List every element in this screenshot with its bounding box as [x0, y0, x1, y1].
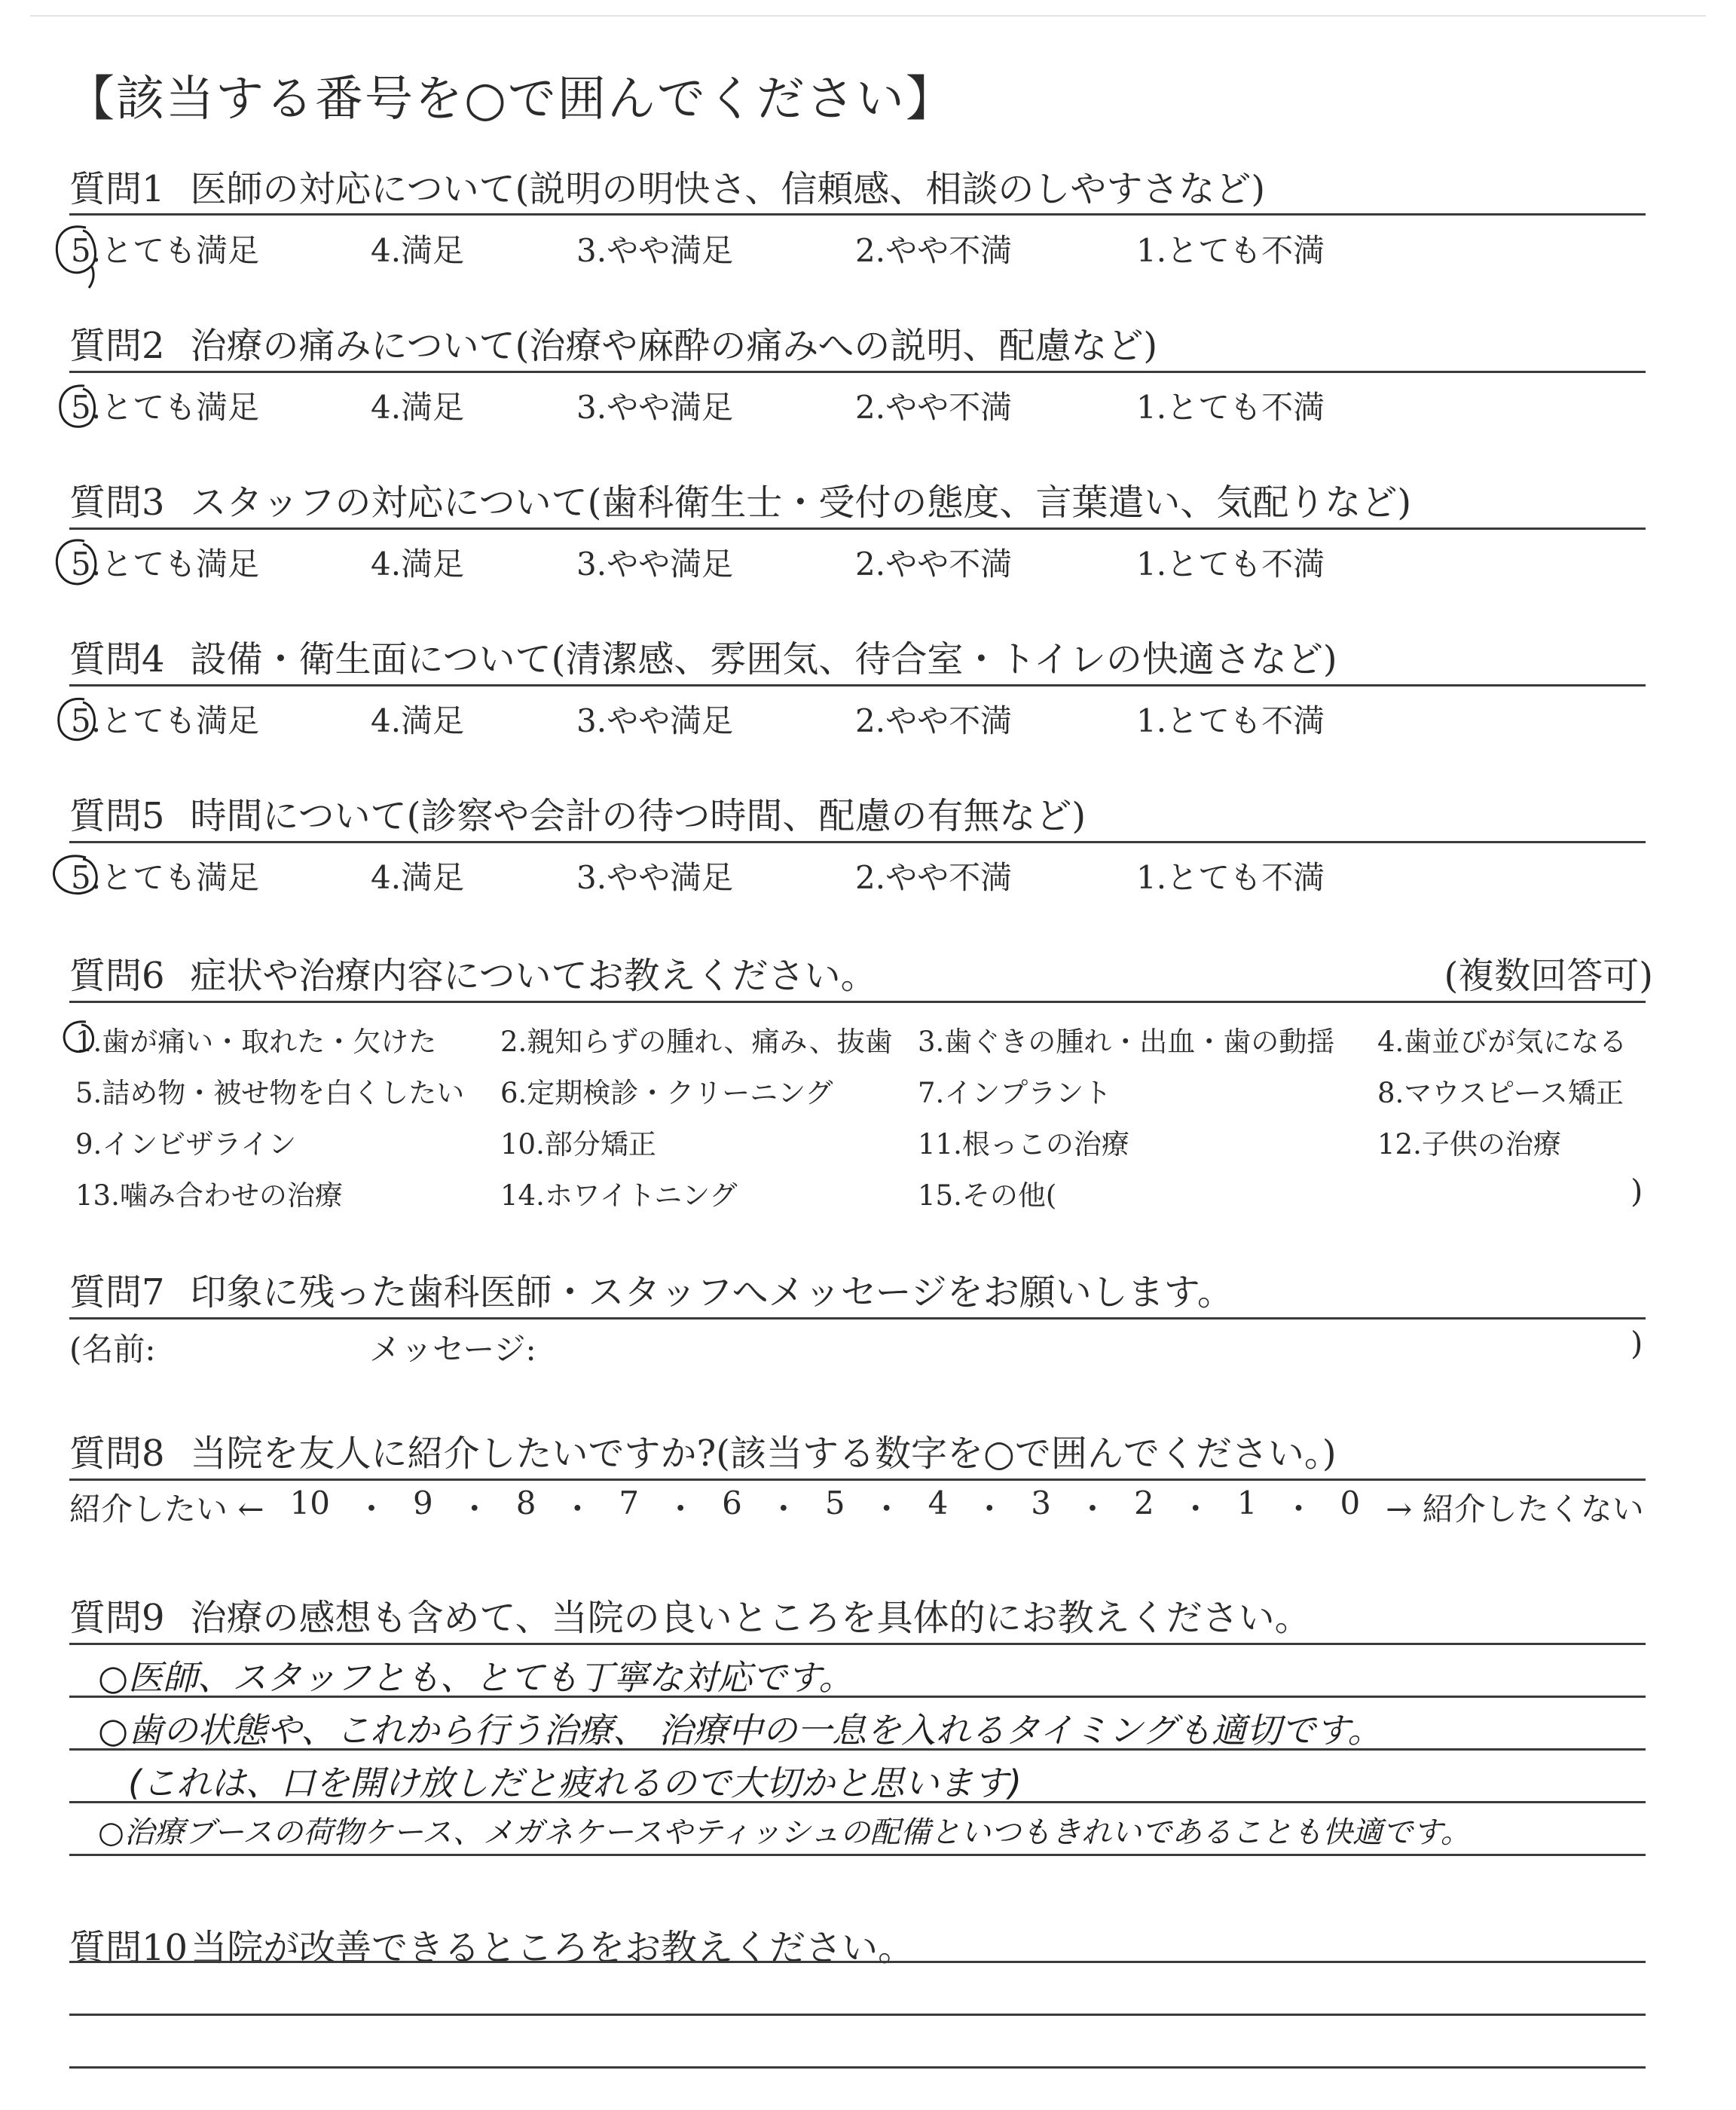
- q1-option-5[interactable]: 5.とても満足: [71, 232, 260, 269]
- q6-option-5[interactable]: 5.詰め物・被せ物を白くしたい: [75, 1077, 465, 1109]
- q8-score-2[interactable]: 2: [1134, 1485, 1154, 1521]
- question-2-rule: [69, 371, 1646, 373]
- q8-score-10[interactable]: 10: [289, 1485, 330, 1521]
- q6-other-close-paren: ): [1631, 1173, 1643, 1209]
- q1-option-2[interactable]: 2.やや不満: [855, 232, 1013, 269]
- question-1-title: [69, 160, 1265, 212]
- q2-option-3[interactable]: 3.やや満足: [576, 389, 734, 426]
- question-7-title: [69, 1263, 1233, 1315]
- question-9-number: 質問9: [69, 1597, 165, 1639]
- question-6-rule: [69, 1001, 1646, 1003]
- q6-option-1[interactable]: 1.歯が痛い・取れた・欠けた: [75, 1026, 437, 1058]
- top-edge-line: [30, 15, 1706, 17]
- question-3-rule: [69, 528, 1646, 530]
- question-5-text: 時間について(診察や会計の待つ時間、配慮の有無など): [190, 795, 1087, 837]
- q8-dot: ・: [1282, 1491, 1315, 1527]
- question-3-number: 質問3: [69, 482, 165, 524]
- question-10-text: 当院が改善できるところをお教えください。: [191, 1927, 915, 1969]
- question-8-text: 当院を友人に紹介したいですか?(該当する数字を○で囲んでください。): [190, 1433, 1337, 1475]
- q8-dot: ・: [973, 1491, 1006, 1527]
- q6-option-14[interactable]: 14.ホワイトニング: [500, 1179, 738, 1212]
- q6-option-8[interactable]: 8.マウスピース矯正: [1377, 1077, 1624, 1109]
- question-1-number: 質問1: [69, 168, 165, 210]
- q6-option-7[interactable]: 7.インプラント: [918, 1077, 1112, 1109]
- q9-answer-line-4[interactable]: ○治療ブースの荷物ケース、メガネケースやティッシュの配備といつもきれいであることも快適です。: [98, 1815, 1471, 1850]
- q8-score-4[interactable]: 4: [928, 1485, 949, 1521]
- question-6-title: [69, 946, 877, 998]
- q9-answer-line-3[interactable]: (これは、口を開け放しだと疲れるので大切かと思います): [128, 1763, 1022, 1803]
- question-7-text: 印象に残った歯科医師・スタッフへメッセージをお願いします。: [190, 1271, 1233, 1313]
- question-9-rule-1: [69, 1643, 1646, 1645]
- question-9-text: 治療の感想も含めて、当院の良いところを具体的にお教えください。: [190, 1597, 1311, 1639]
- hand-drawn-circle-icon: [53, 693, 102, 749]
- question-7-rule: [69, 1317, 1646, 1320]
- q8-dot: ・: [1077, 1491, 1109, 1527]
- q8-right-label: → 紹介したくない: [1386, 1491, 1644, 1527]
- q8-score-7[interactable]: 7: [619, 1485, 640, 1521]
- hand-drawn-circle-icon: [51, 535, 104, 594]
- question-8-rule: [69, 1479, 1646, 1481]
- q3-option-1[interactable]: 1.とても不満: [1136, 546, 1325, 583]
- question-6-text: 症状や治療内容についてお教えください。: [190, 955, 877, 997]
- q4-option-3[interactable]: 3.やや満足: [576, 702, 734, 739]
- q8-score-1[interactable]: 1: [1236, 1485, 1258, 1521]
- q1-option-1[interactable]: 1.とても不満: [1136, 232, 1325, 269]
- q9-answer-line-1[interactable]: ○医師、スタッフとも、とても丁寧な対応です。: [98, 1657, 854, 1698]
- q2-option-1[interactable]: 1.とても不満: [1136, 389, 1325, 426]
- question-1-text: 医師の対応について(説明の明快さ、信頼感、相談のしやすさなど): [190, 168, 1266, 210]
- q8-dot: ・: [458, 1491, 491, 1527]
- q6-option-9[interactable]: 9.インビザライン: [75, 1128, 297, 1160]
- q2-option-5[interactable]: 5.とても満足: [71, 389, 260, 426]
- question-8-number: 質問8: [69, 1433, 165, 1475]
- question-8-title: [69, 1424, 1337, 1476]
- hand-drawn-circle-icon: [59, 1017, 104, 1060]
- q7-message-label[interactable]: メッセージ:: [369, 1331, 536, 1368]
- q5-option-5[interactable]: 5.とても満足: [71, 859, 260, 896]
- q5-option-1[interactable]: 1.とても不満: [1136, 859, 1325, 896]
- q2-option-4[interactable]: 4.満足: [371, 389, 465, 426]
- question-5-rule: [69, 841, 1646, 843]
- q1-option-3[interactable]: 3.やや満足: [576, 232, 734, 269]
- q5-option-4[interactable]: 4.満足: [371, 859, 465, 896]
- q8-left-label: 紹介したい ←: [69, 1491, 264, 1527]
- question-4-title: [69, 630, 1337, 682]
- question-6-note: (複数回答可): [1444, 955, 1653, 997]
- page-title: 【該当する番号を○で囲んでください】: [66, 72, 955, 127]
- hand-drawn-circle-icon: [48, 850, 105, 901]
- q1-option-4[interactable]: 4.満足: [371, 232, 465, 269]
- q6-option-11[interactable]: 11.根っこの治療: [918, 1128, 1129, 1160]
- question-4-text: 設備・衛生面について(清潔感、雰囲気、待合室・トイレの快適さなど): [190, 638, 1337, 680]
- q2-option-2[interactable]: 2.やや不満: [855, 389, 1013, 426]
- q3-option-4[interactable]: 4.満足: [371, 546, 465, 583]
- q6-option-2[interactable]: 2.親知らずの腫れ、痛み、抜歯: [500, 1026, 893, 1058]
- q8-dot: ・: [355, 1491, 387, 1527]
- q8-dot: ・: [870, 1491, 903, 1527]
- question-10-rule-2: [69, 2014, 1646, 2016]
- question-4-number: 質問4: [69, 638, 165, 680]
- q8-score-0[interactable]: 0: [1340, 1485, 1361, 1521]
- question-3-text: スタッフの対応について(歯科衛生士・受付の態度、言葉遣い、気配りなど): [190, 482, 1412, 524]
- q8-score-9[interactable]: 9: [412, 1485, 433, 1521]
- q8-score-3[interactable]: 3: [1031, 1485, 1052, 1521]
- q8-dot: ・: [561, 1491, 594, 1527]
- q8-dot: ・: [767, 1491, 799, 1527]
- q8-recommend-scale: [69, 1485, 1644, 1530]
- q8-score-6[interactable]: 6: [722, 1485, 742, 1521]
- q8-dot: ・: [665, 1491, 697, 1527]
- question-1-rule: [69, 213, 1646, 216]
- question-5-number: 質問5: [69, 795, 165, 837]
- question-10-number: 質問10: [69, 1927, 188, 1969]
- q6-option-3[interactable]: 3.歯ぐきの腫れ・出血・歯の動揺: [918, 1026, 1335, 1058]
- q6-option-13[interactable]: 13.噛み合わせの治療: [75, 1179, 343, 1212]
- question-6-number: 質問6: [69, 955, 165, 997]
- question-9-rule-5: [69, 1854, 1646, 1856]
- q3-option-2[interactable]: 2.やや不満: [855, 546, 1013, 583]
- q8-score-5[interactable]: 5: [824, 1485, 845, 1521]
- question-4-rule: [69, 684, 1646, 687]
- question-2-number: 質問2: [69, 325, 165, 367]
- question-5-title: [69, 787, 1086, 839]
- question-10-rule-1: [69, 1961, 1646, 1963]
- q7-close-paren: ): [1631, 1325, 1643, 1362]
- q7-name-label[interactable]: (名前:: [69, 1331, 156, 1368]
- q6-option-15[interactable]: 15.その他(: [918, 1179, 1057, 1212]
- question-9-title: [69, 1589, 1311, 1641]
- q3-option-5[interactable]: 5.とても満足: [71, 546, 260, 583]
- q6-option-10[interactable]: 10.部分矯正: [500, 1128, 656, 1160]
- question-10-rule-3: [69, 2066, 1646, 2069]
- question-2-title: [69, 316, 1157, 368]
- q6-option-6[interactable]: 6.定期検診・クリーニング: [500, 1077, 833, 1109]
- q5-option-2[interactable]: 2.やや不満: [855, 859, 1013, 896]
- question-2-text: 治療の痛みについて(治療や麻酔の痛みへの説明、配慮など): [190, 325, 1158, 367]
- q8-dot: ・: [1179, 1491, 1212, 1527]
- q4-option-2[interactable]: 2.やや不満: [855, 702, 1013, 739]
- q8-score-8[interactable]: 8: [515, 1485, 536, 1521]
- q5-option-3[interactable]: 3.やや満足: [576, 859, 734, 896]
- q4-option-1[interactable]: 1.とても不満: [1136, 702, 1325, 739]
- q6-option-12[interactable]: 12.子供の治療: [1377, 1128, 1561, 1160]
- question-3-title: [69, 473, 1411, 525]
- q6-option-4[interactable]: 4.歯並びが気になる: [1377, 1026, 1628, 1058]
- q4-option-5[interactable]: 5.とても満足: [71, 702, 260, 739]
- q9-answer-line-2[interactable]: ○歯の状態や、これから行う治療、 治療中の一息を入れるタイミングも適切です。: [98, 1710, 1383, 1751]
- q4-option-4[interactable]: 4.満足: [371, 702, 465, 739]
- question-7-number: 質問7: [69, 1271, 165, 1313]
- q3-option-3[interactable]: 3.やや満足: [576, 546, 734, 583]
- hand-drawn-circle-icon: [54, 381, 102, 436]
- hand-drawn-circle-icon: [50, 220, 104, 289]
